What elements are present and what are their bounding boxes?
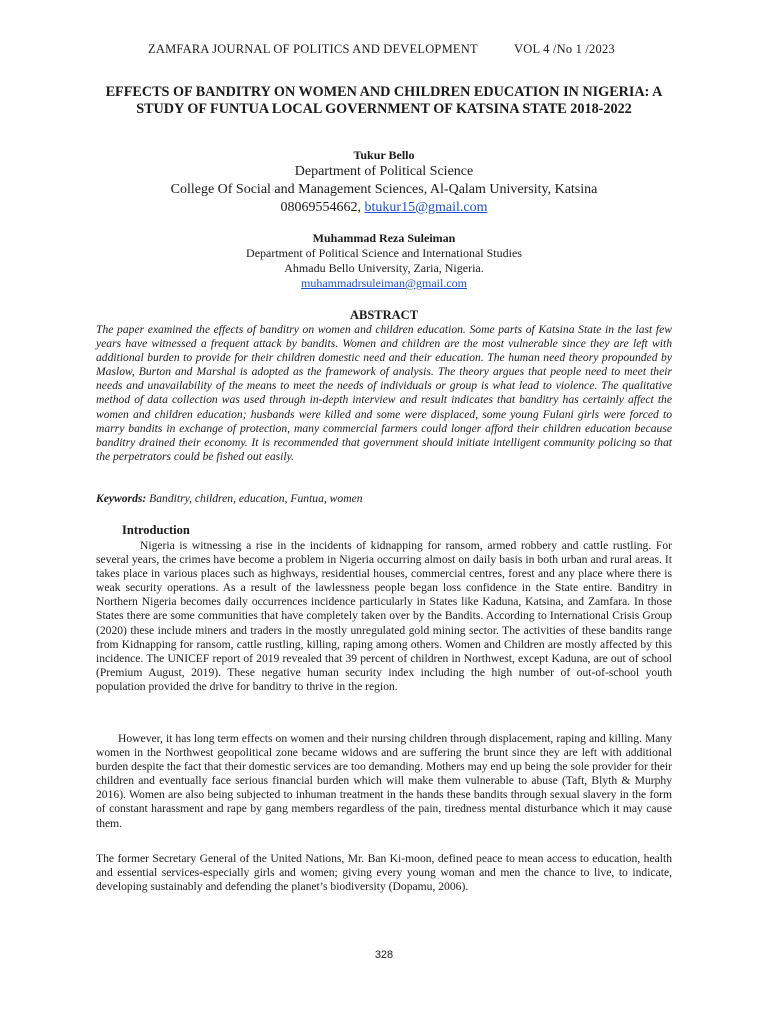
author-university: Ahmadu Bello University, Zaria, Nigeria. (284, 261, 484, 275)
author-email-link[interactable]: btukur15@gmail.com (364, 200, 488, 215)
body-paragraph: The former Secretary General of the United Nations, Mr. Ban Ki-moon, defined peace to mean access to education, health and essential services-especially girls and women; giving every young woman and men the chance to live, to indicate, developing sustainably and defending the planet’s biodiversity (Dopamu, 2006). (96, 852, 672, 894)
abstract-heading: ABSTRACT (349, 308, 419, 322)
volume-info: VOL 4 /No 1 /2023 (514, 42, 615, 56)
author-department: Department of Political Science (294, 164, 474, 179)
keywords-label: Keywords: (96, 492, 147, 505)
journal-name: ZAMFARA JOURNAL OF POLITICS AND DEVELOPMENT (148, 42, 478, 56)
section-heading-introduction: Introduction (122, 523, 190, 537)
keywords-line (96, 492, 672, 506)
author-contact (96, 199, 672, 217)
body-paragraph: However, it has long term effects on women and their nursing children through displacement, raping and killing. Many women in the Northwest geopolitical zone became widows and are suffering the brunt since they are left with additional burden despite the fact that their domestic services are too demanding. Mothers may end up being the sole provider for their children and eventually face serious financial burden which will make them vulnerable to abuse (Taft, Blyth & Murphy 2016). Women are also being subjected to inhuman treatment in the hands these bandits through sexual slavery in the form of constant harassment and rape by gang members regardless of the pain, tiredness mental disturbance which it may cause them. (96, 732, 672, 830)
paper-title: EFFECTS OF BANDITRY ON WOMEN AND CHILDREN EDUCATION IN NIGERIA: A STUDY OF FUNTUA LOCAL GOVERNMENT OF KATSINA STATE 2018-2022 (105, 84, 663, 117)
keywords-list: Banditry, children, education, Funtua, women (146, 492, 363, 505)
author-name: Muhammad Reza Suleiman (312, 231, 456, 245)
page-number: 328 (374, 949, 394, 961)
author-department: Department of Political Science and International Studies (246, 246, 522, 260)
author-email-link[interactable]: muhammadrsuleiman@gmail.com (300, 276, 467, 290)
author-contact (96, 276, 672, 291)
author-name: Tukur Bello (353, 148, 415, 162)
author-college: College Of Social and Management Sciences, Al-Qalam University, Katsina (170, 182, 598, 197)
body-paragraph: Nigeria is witnessing a rise in the incidents of kidnapping for ransom, armed robbery and cattle rustling. For several years, the crimes have become a problem in Nigeria occurring almost on daily basis in both urban and rural areas. It takes place in various places such as highways, residential houses, commercial centres, forest and any place where there is weak security operations. As a result of the lawlessness people began loss confidence in the State entire. Banditry in Northern Nigeria becomes daily occurrences incidence particularly in States like Kaduna, Katsina, and Zamfara. In those States there are some communities that have completely taken over by the Bandits. According to International Crisis Group (2020) these include miners and traders in the mostly unregulated gold mining sector. The activities of these bandits range from Kidnapping for ransom, cattle rustling, killing, raping among others. Women and Children are mostly affected by this incidence. The UNICEF report of 2019 revealed that 39 percent of children in Northwest, except Kaduna, are out of school (Premium August, 2019). These negative human security index including the high number of out-of-school youth population provided the drive for banditry to thrive in the region. (96, 539, 672, 693)
author-block-1 (96, 148, 672, 217)
abstract-text: The paper examined the effects of banditry on women and children education. Some parts of Katsina State in the last few years have witnessed a frequent attack by bandits. Women and children are the most vulnerable since they are left with additional burden to provide for their children domestic need and their education. The human need theory propounded by Maslow, Burton and Marshal is adopted as the framework of analysis. The theory argues that people need to meet their needs and unavailability of the means to meet the needs of individuals or group is what lead to violence. The qualitative method of data collection was used through in-depth interview and result indicates that banditry has certainly affect the women and children education; husbands were killed and some were displaced, some young Fulani girls were forced to marry bandits in exchange of protection, many commercial farmers could longer afford their children education because banditry drained their economy. It is recommended that government should initiate intelligent community policing so that the perpetrators could be fished out easily. (96, 323, 672, 463)
author-block-2 (96, 230, 672, 291)
author-phone: 08069554662, (280, 200, 365, 215)
